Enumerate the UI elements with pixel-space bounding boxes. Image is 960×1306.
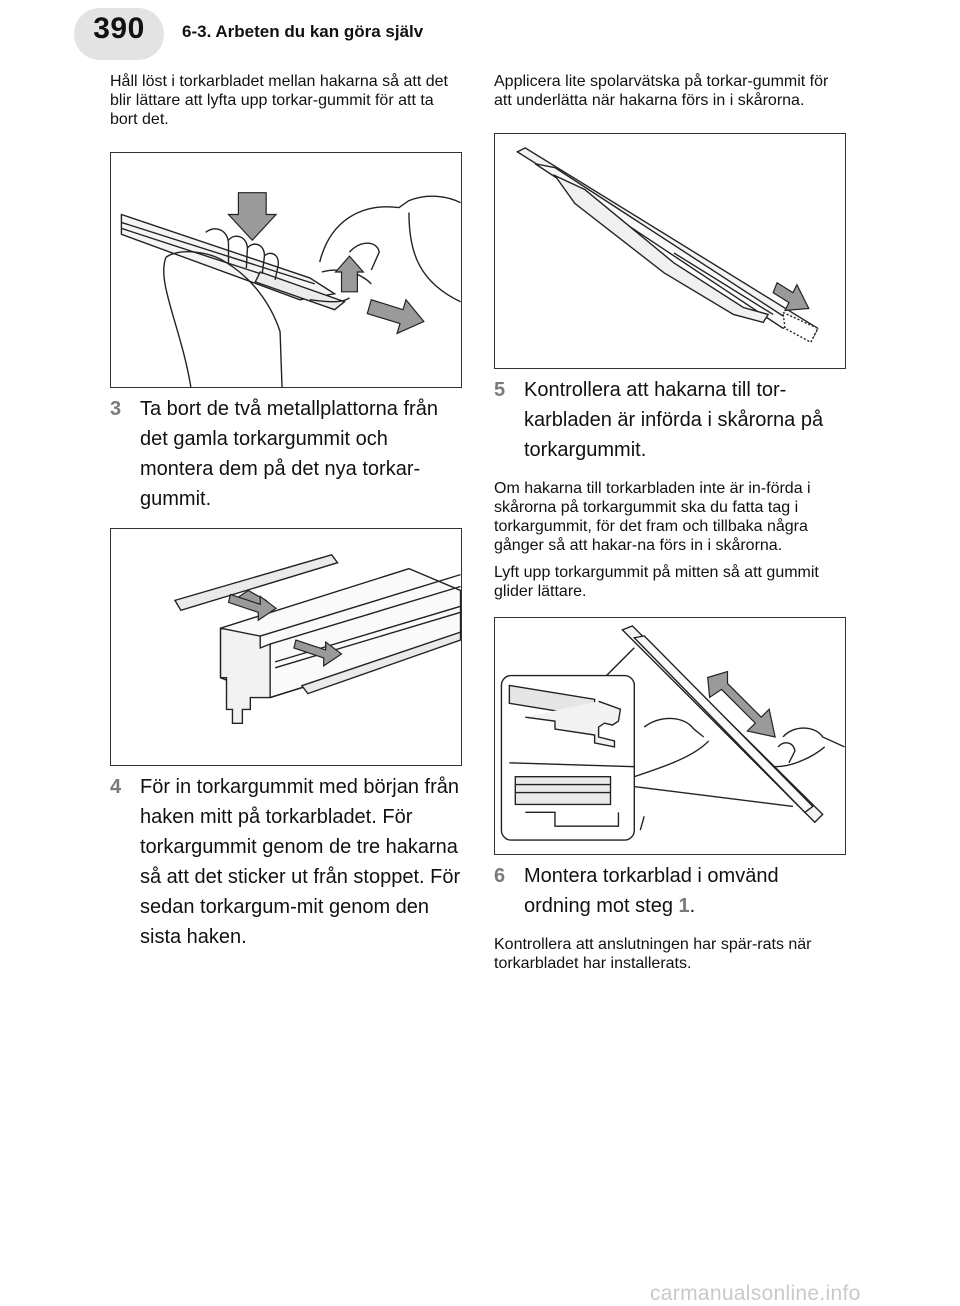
right-column xyxy=(494,72,846,973)
note-lift: Lyft upp torkargummit på mitten så att gummit glider lättare. xyxy=(494,564,819,600)
step-number: 4 xyxy=(110,776,122,798)
step-text-end: . xyxy=(689,895,696,917)
step-text: Kontrollera att hakarna till tor-karbladen är införda i skårorna på torkargummit. xyxy=(524,379,824,461)
figure-wiper-rubber-insert xyxy=(494,133,846,369)
intro-text-left: Håll löst i torkarbladet mellan hakarna så att det blir lättare att lyfta upp torkar-gummit för att ta bort det. xyxy=(110,73,448,128)
step-text: Ta bort de två metallplattorna från det gamla torkargummit och montera dem på det nya torkar-gummit. xyxy=(140,398,438,510)
step-text: För in torkargummit med början från haken mitt på torkarbladet. För torkargummit genom de tre hakarna så att det sticker ut från stoppet. För sedan torkargum-mit genom den sista haken. xyxy=(140,776,461,948)
figure-wiper-detail xyxy=(494,617,846,855)
wiper-rubber-insert-illustration xyxy=(495,134,845,368)
step-number: 3 xyxy=(110,398,122,420)
page-header xyxy=(0,0,960,68)
step-3 xyxy=(110,394,462,514)
metal-plates-illustration xyxy=(111,529,461,765)
step-text xyxy=(510,861,846,921)
step-number: 6 xyxy=(494,865,506,887)
figure-hand-holding-wiper xyxy=(110,152,462,388)
step-6 xyxy=(494,861,846,921)
note-hooks: Om hakarna till torkarbladen inte är in-förda i skårorna på torkargummit ska du fatta tag i torkargummit, för det fram och tillbaka några gånger så att hakar-na förs in i skårorna. xyxy=(494,480,811,554)
left-column xyxy=(110,72,462,952)
wiper-removal-illustration xyxy=(111,153,461,387)
figure-metal-plates xyxy=(110,528,462,766)
page-number: 390 xyxy=(93,12,145,45)
step-5 xyxy=(494,375,846,465)
intro-text-right: Applicera lite spolarvätska på torkar-gummit för att underlätta när hakarna förs in i skårorna. xyxy=(494,73,829,109)
step-number: 5 xyxy=(494,379,506,401)
step-reference-number: 1 xyxy=(678,895,690,917)
wiper-detail-illustration xyxy=(495,618,845,854)
step-text-main: Montera torkarblad i omvänd ordning mot steg xyxy=(524,865,779,917)
note-locked: Kontrollera att anslutningen har spär-rats när torkarbladet har installerats. xyxy=(494,936,812,972)
watermark-text: carmanualsonline.info xyxy=(650,1282,861,1305)
section-title: 6-3. Arbeten du kan göra själv xyxy=(182,22,424,41)
step-4 xyxy=(110,772,462,952)
